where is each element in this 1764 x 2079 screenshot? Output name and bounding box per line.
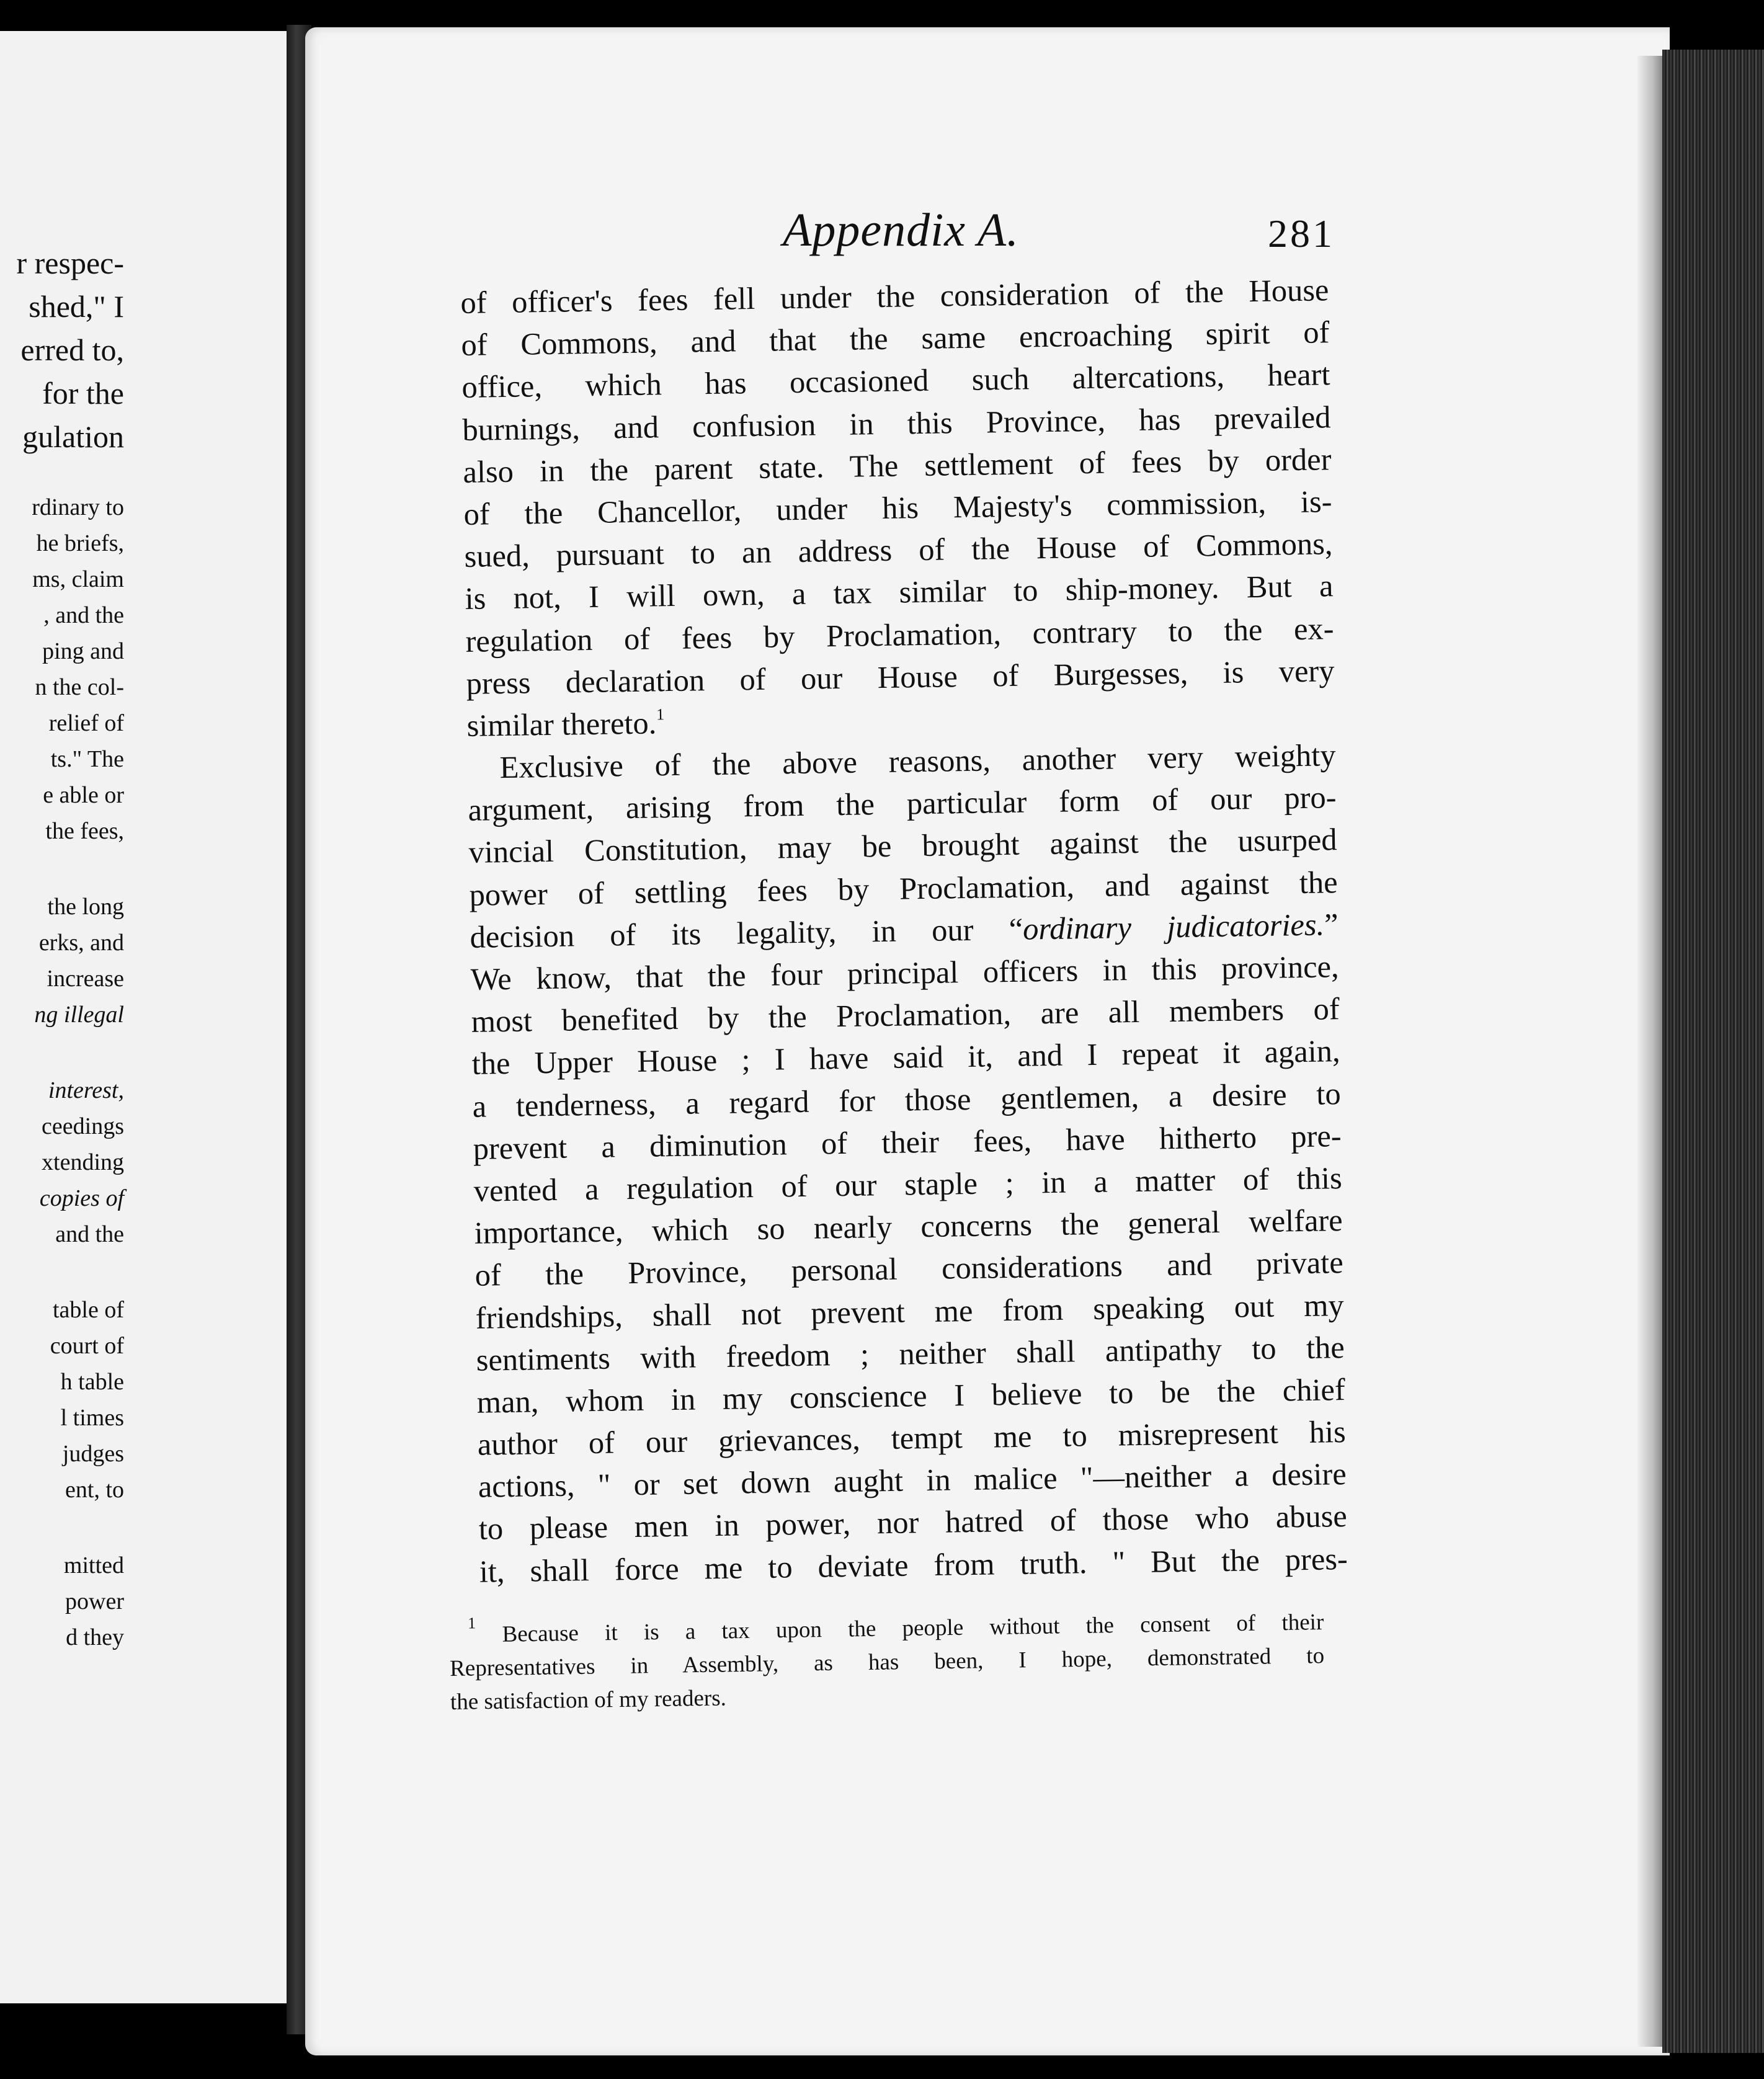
- text-line: most benefited by the Proclamation, are all members of: [471, 991, 1340, 1040]
- text-line: friendships, shall not prevent me from speaking out my: [475, 1287, 1345, 1335]
- text-line: it, shall force me to deviate from truth. " But the pres-: [479, 1541, 1348, 1589]
- left-line: power: [65, 1588, 124, 1614]
- text-line: of officer's fees fell under the consideration of the House: [460, 272, 1329, 320]
- book-fore-edge: [1662, 50, 1764, 2053]
- footnote-line: Representatives in Assembly, as has been, I hope, demonstrated to: [449, 1643, 1325, 1681]
- left-line: e able or: [43, 782, 124, 808]
- left-line: interest,: [48, 1077, 124, 1103]
- left-line: l times: [60, 1405, 124, 1431]
- text-line: burnings, and confusion in this Province, has prevailed: [462, 399, 1331, 447]
- text-line: of Commons, and that the same encroaching spirit of: [461, 314, 1330, 363]
- footnote-reference: 1: [656, 705, 665, 724]
- left-line: ent, to: [65, 1477, 124, 1503]
- footnote: [449, 1606, 1325, 1719]
- text-line-content: decision of its legality, in our: [470, 912, 974, 955]
- left-line: shed," I: [29, 289, 124, 324]
- footnote-line-content: Because it is a tax upon the people without the consent of their: [502, 1609, 1324, 1647]
- text-line: also in the parent state. The settlement of fees by order: [463, 441, 1332, 489]
- text-line: decision of its legality, in our “ordinary judicatories.”: [470, 906, 1339, 955]
- left-line: erks, and: [38, 930, 124, 956]
- left-line: ceedings: [42, 1113, 124, 1139]
- left-line: copies of: [39, 1185, 124, 1211]
- footnote-line: the satisfaction of my readers.: [450, 1685, 727, 1715]
- left-line: judges: [62, 1441, 124, 1467]
- text-line: press declaration of our House of Burgesses, is very: [466, 652, 1335, 701]
- left-line: rdinary to: [32, 494, 124, 520]
- text-line: vincial Constitution, may be brought against the usurped: [468, 822, 1337, 870]
- page-header: [305, 176, 1670, 256]
- text-line-content: similar thereto.: [466, 705, 657, 743]
- text-line: is not, I will own, a tax similar to ship-money. But a: [465, 568, 1334, 617]
- left-line: for the: [42, 376, 124, 411]
- running-head: Appendix A.: [783, 204, 1020, 256]
- text-line: argument, arising from the particular form of our pro-: [468, 780, 1337, 828]
- text-line: sentiments with freedom ; neither shall antipathy to the: [476, 1329, 1345, 1378]
- text-line: vented a regulation of our staple ; in a matter of this: [473, 1160, 1343, 1208]
- book-page: [305, 27, 1670, 2055]
- left-line: table of: [52, 1297, 124, 1323]
- left-line: relief of: [48, 710, 124, 736]
- left-line: court of: [50, 1333, 124, 1359]
- left-line: gulation: [22, 419, 124, 454]
- text-line: actions, " or set down aught in malice "—neither a desire: [478, 1456, 1347, 1505]
- footnote-marker: 1: [467, 1614, 476, 1632]
- text-line: power of settling fees by Proclamation, and against the: [469, 864, 1338, 912]
- left-line: xtending: [42, 1149, 124, 1175]
- page-number: 281: [1268, 211, 1335, 256]
- left-facing-page: [0, 31, 290, 2003]
- left-line: the fees,: [45, 818, 124, 844]
- text-line: man, whom in my conscience I believe to be the chief: [476, 1371, 1346, 1420]
- body-text: [460, 269, 1348, 1592]
- italic-phrase: ordinary judicatories.: [1022, 907, 1325, 946]
- left-line: mitted: [63, 1552, 124, 1578]
- left-line: the long: [47, 894, 124, 920]
- left-line: ts." The: [50, 746, 124, 772]
- left-line: increase: [47, 966, 124, 992]
- left-line: r respec-: [16, 246, 124, 280]
- left-line: ping and: [42, 638, 124, 664]
- left-line: n the col-: [35, 674, 124, 700]
- left-line: ng illegal: [34, 1002, 124, 1028]
- text-line: author of our grievances, tempt me to misrepresent his: [477, 1414, 1347, 1462]
- left-line: d they: [66, 1624, 124, 1650]
- text-line: We know, that the four principal officers in this province,: [470, 949, 1339, 997]
- left-line: erred to,: [20, 332, 124, 367]
- text-line: a tenderness, a regard for those gentlemen, a desire to: [472, 1075, 1341, 1124]
- left-line: and the: [55, 1221, 124, 1247]
- text-line: to please men in power, nor hatred of those who abuse: [478, 1498, 1348, 1547]
- text-line: of the Province, personal considerations and private: [474, 1245, 1344, 1293]
- text-line: the Upper House ; I have said it, and I repeat it again,: [471, 1033, 1340, 1082]
- text-line: office, which has occasioned such altercations, heart: [461, 357, 1330, 405]
- left-line: ms, claim: [32, 566, 124, 592]
- text-line: importance, which so nearly concerns the general welfare: [474, 1203, 1343, 1250]
- text-line: regulation of fees by Proclamation, contrary to the ex-: [465, 610, 1334, 659]
- text-line: prevent a diminution of their fees, have hitherto pre-: [473, 1118, 1342, 1166]
- left-line: h table: [60, 1369, 124, 1395]
- left-line: he briefs,: [36, 530, 124, 556]
- text-line: Exclusive of the above reasons, another very weighty: [499, 737, 1336, 785]
- text-line: sued, pursuant to an address of the House of Commons,: [464, 526, 1333, 574]
- text-line: of the Chancellor, under his Majesty's commission, is-: [463, 484, 1332, 532]
- left-line: , and the: [43, 602, 124, 628]
